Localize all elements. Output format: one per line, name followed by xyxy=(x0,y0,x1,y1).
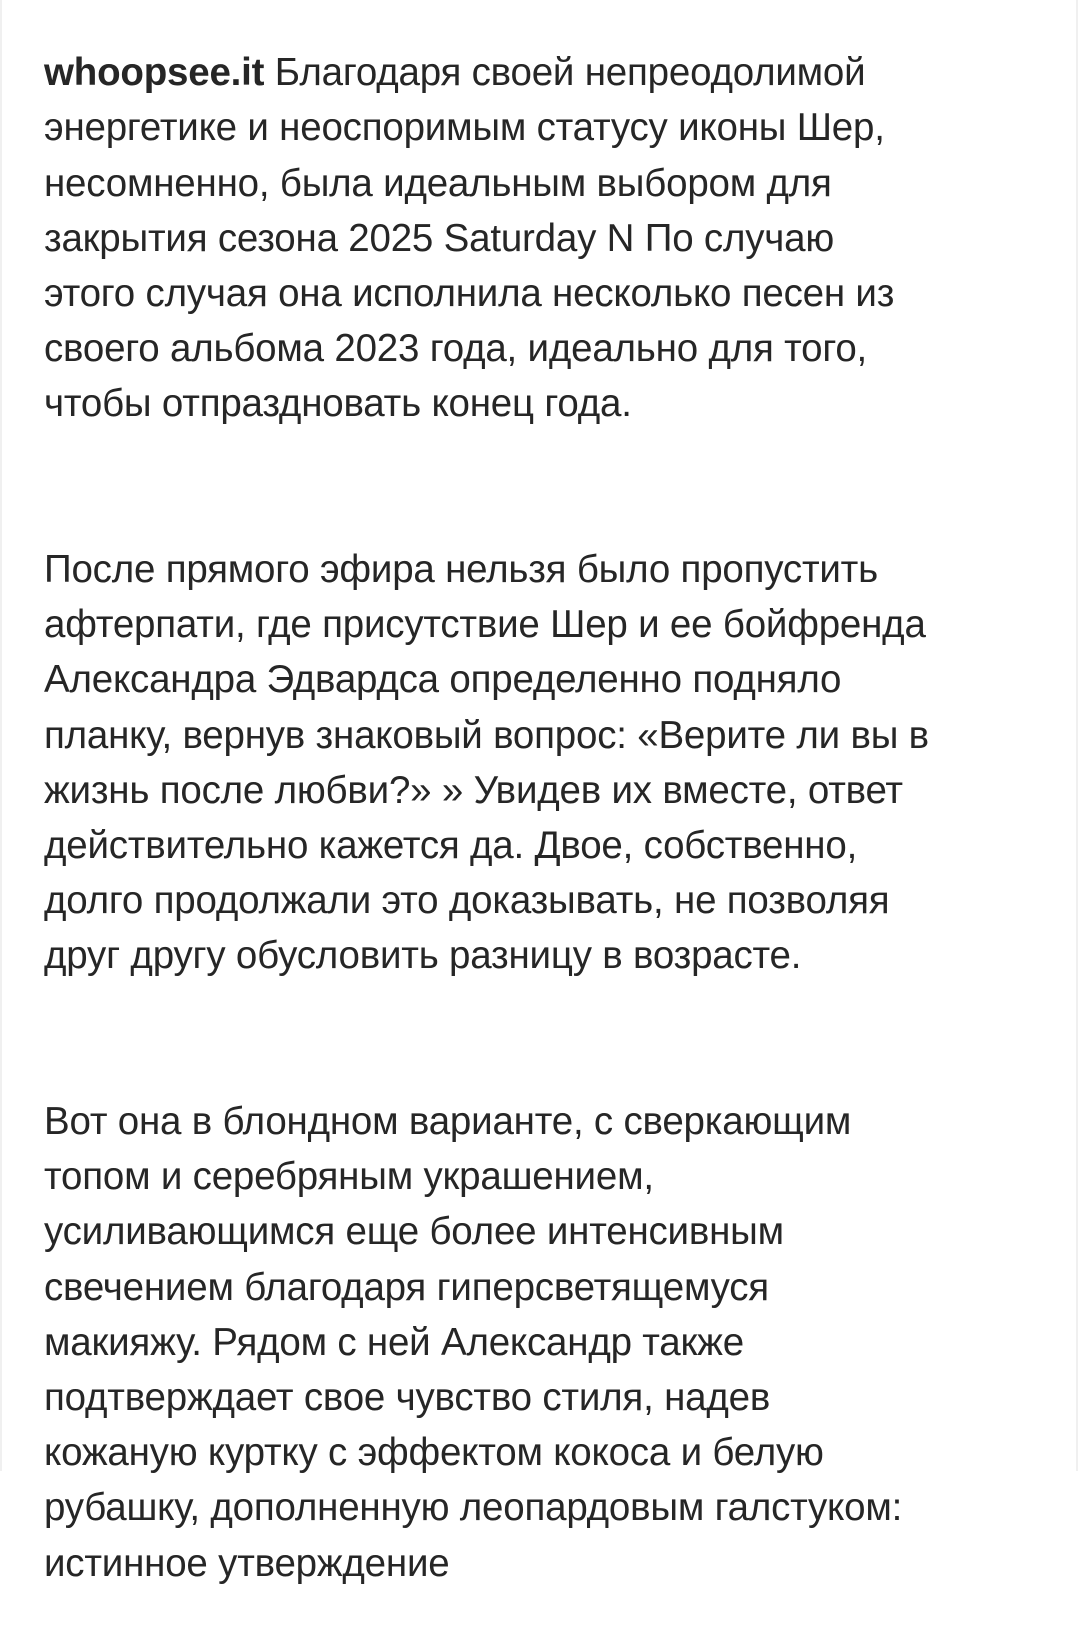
caption-paragraph xyxy=(44,542,1044,984)
username-link[interactable]: whoopsee.it xyxy=(44,51,265,95)
caption-text: Благодаря своей непреодолимой энергетике и неоспоримым статусу иконы Шер, несомненно, была идеальным выбором для закрытия сезона 2025 Saturday N По случаю этого случая она исполнила несколько песен из своего альбома 2023 года, идеально для того, чтобы отпраздновать конец года. xyxy=(44,51,895,426)
caption-paragraph xyxy=(44,1094,1044,1591)
post-caption xyxy=(44,0,1044,1646)
caption-text: После прямого эфира нельзя было пропустить афтерпати, где присутствие Шер и ее бойфренда Александра Эдвардса определенно подняло планку, вернув знаковый вопрос: «Верите ли вы в жизнь после любви?» » Увидев их вместе, ответ действительно кажется да. Двое, собственно, долго продолжали это доказывать, не позволяя друг другу обусловить разницу в возрасте. xyxy=(44,548,929,978)
caption-text: Вот она в блондном варианте, с сверкающим топом и серебряным украшением, усиливающимся еще более интенсивным свечением благодаря гиперсветящемуся макияжу. Рядом с ней Александр также подтверждает свое чувство стиля, надев кожаную куртку с эффектом кокоса и белую рубашку, дополненную леопардовым галстуком: истинное утверждение xyxy=(44,1100,903,1585)
caption-paragraph xyxy=(44,45,1044,431)
